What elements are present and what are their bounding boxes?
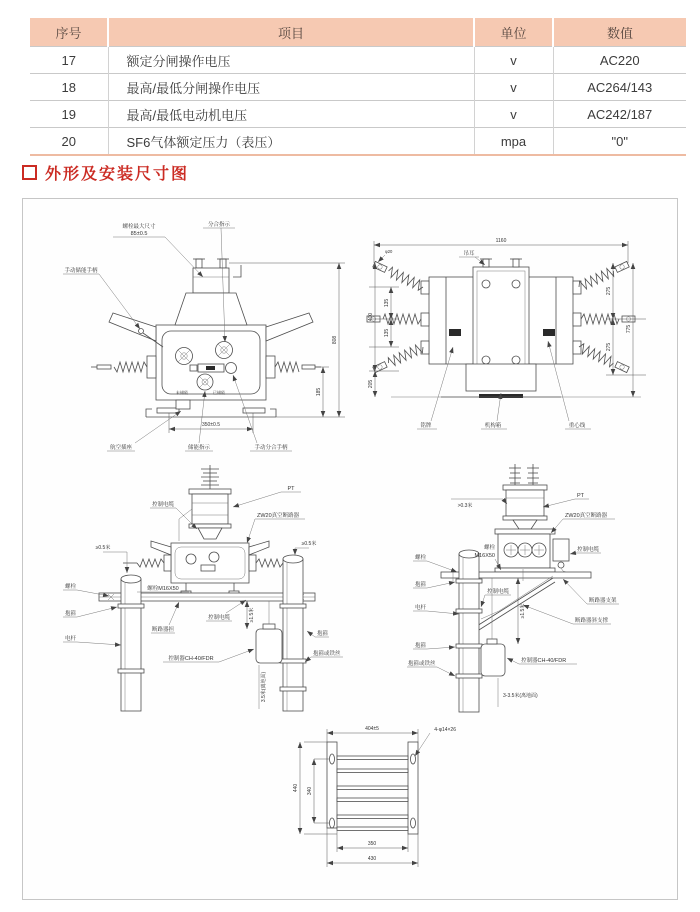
dimension-drawings-panel (22, 198, 678, 900)
label-control-cable-mid: 控制电缆 (207, 615, 231, 621)
cell-unit: v (474, 101, 553, 128)
label-gravity-line: 重心线 (568, 423, 586, 429)
label-lifting-lug: 吊耳 (463, 251, 475, 257)
dim-bottom-inner: 350 (367, 841, 377, 847)
cell-unit: v (474, 47, 553, 74)
label-holes: 4-φ14×26 (434, 727, 456, 733)
dim-right-total: 775 (626, 324, 632, 334)
dim-left-outer: 440 (293, 783, 299, 793)
dim-height: 808 (332, 335, 338, 345)
breaker-body (109, 259, 313, 417)
cell-unit: mpa (474, 128, 553, 156)
pt-unit (503, 464, 547, 529)
dim-socket-height: 185 (316, 387, 322, 397)
col-header-unit: 单位 (474, 18, 553, 47)
label-bolt: 螺栓 (415, 555, 427, 561)
dim-min-left: ≥0.5米 (95, 545, 111, 551)
label-controller: 控制器CH-40/FDR (521, 658, 567, 664)
label-control-cable-mid: 控制电缆 (487, 589, 510, 595)
table-row (30, 128, 686, 156)
label-support: 断路器支架 (589, 598, 617, 604)
label-switch-indicator: 分合指示 (207, 222, 231, 228)
label-hoop: 抱箍 (415, 582, 427, 588)
left-bushings (367, 260, 429, 375)
col-header-no: 序号 (30, 18, 108, 47)
label-hoop-lower: 抱箍 (415, 643, 427, 649)
label-manual-charge-handle: 手动储能手柄 (64, 268, 98, 274)
cell-item: 额定分闸操作电压 (108, 47, 474, 74)
label-bolt-max-size: 螺栓最大尺寸 (122, 224, 156, 230)
dim-bottom-outer: 430 (367, 856, 377, 862)
dim-right-lower: 275 (606, 342, 612, 352)
pole (456, 550, 482, 712)
dim-ground-height: 3-3.5米(离地面) (503, 693, 538, 699)
dim-left-upper: 135 (384, 298, 390, 308)
label-breaker: ZW20真空断路器 (257, 513, 300, 519)
slot-hole (330, 818, 335, 828)
col-header-item: 项目 (108, 18, 474, 47)
breaker-front-view-drawing (51, 215, 351, 460)
dim-min-drop: ≥1.5米 (520, 603, 526, 619)
right-bushing (266, 356, 321, 378)
pt-unit (189, 465, 231, 539)
label-hoop: 抱箍 (65, 611, 77, 617)
dimensions (293, 726, 456, 867)
aviation-socket (176, 400, 190, 409)
tank-body (391, 259, 641, 398)
label-bolt: 螺栓 (65, 584, 77, 590)
section-heading (22, 161, 189, 184)
label-aviation-socket: 航空插座 (109, 445, 133, 451)
col-header-value: 数值 (553, 18, 686, 47)
label-not-charged: 未储能 (175, 390, 189, 395)
charge-handle (139, 329, 144, 334)
dim-min-top: >0.3米 (457, 503, 473, 509)
frame-body (327, 742, 418, 834)
cell-no: 18 (30, 74, 108, 101)
cell-unit: v (474, 74, 553, 101)
cell-no: 17 (30, 47, 108, 74)
label-bolt-spec-line1: 螺栓 (483, 545, 495, 551)
cell-value: "0" (553, 128, 686, 156)
left-bushing (91, 356, 156, 378)
label-pt: PT (577, 493, 585, 499)
label-control-cable-top: 控制电缆 (151, 502, 175, 508)
label-charged: 已储能 (212, 390, 226, 395)
label-hoop-or-wire: 抱箍或铁丝 (408, 661, 436, 667)
cell-value: AC264/143 (553, 74, 686, 101)
label-bolt-spec-line2: M16X50 (474, 553, 495, 559)
table-row (30, 74, 686, 101)
slot-hole (411, 754, 416, 764)
square-bullet-icon (22, 165, 37, 180)
table-header-row (30, 18, 686, 47)
mounting-frame-drawing (278, 719, 458, 884)
label-hoop-or-wire: 抱箍或铁丝 (313, 651, 341, 657)
table-row (30, 101, 686, 128)
label-breaker: ZW20真空断路器 (565, 513, 608, 519)
cell-item: SF6气体额定压力（表压） (108, 128, 474, 156)
mechanism-box (466, 364, 536, 391)
right-bushings (573, 260, 635, 375)
dim-left-inner: 340 (307, 786, 313, 796)
label-bolt-spec: 螺栓M16X50 (147, 586, 179, 592)
label-pole: 电杆 (415, 605, 427, 611)
label-crossarm: 断路器担 (151, 627, 175, 633)
dim-min-drop: ≥1.5米 (249, 607, 255, 623)
label-pole: 电杆 (65, 636, 77, 642)
section-title: 外形及安装尺寸图 (45, 166, 190, 183)
dim-ground-height: 3.5米(离地面) (261, 671, 267, 703)
cell-value: AC242/187 (553, 101, 686, 128)
slot-hole (411, 818, 416, 828)
breaker-unit (495, 529, 569, 572)
breaker-side-view-drawing (351, 229, 666, 449)
label-charge-indicator: 储能指示 (187, 445, 211, 451)
pole-install-side-drawing (403, 459, 673, 714)
label-manual-handle: 手动分合手柄 (254, 445, 288, 451)
dim-left-bottom: 205 (368, 379, 374, 389)
label-mechanism-box: 机构箱 (484, 423, 502, 429)
label-nameplate: 铭牌 (420, 423, 432, 429)
label-bolt-max-value: 85±0.5 (130, 231, 148, 237)
dim-min-right: ≥0.5米 (301, 541, 317, 547)
cell-no: 19 (30, 101, 108, 128)
gravity-mark-left (449, 329, 461, 336)
dim-total-width: 1160 (495, 238, 507, 244)
gravity-mark-right (543, 329, 555, 336)
cell-item: 最高/最低分闸操作电压 (108, 74, 474, 101)
label-control-cable-right: 控制电缆 (577, 547, 600, 553)
cell-value: AC220 (553, 47, 686, 74)
cell-no: 20 (30, 128, 108, 156)
label-brace: 断路器斜支撑 (575, 618, 609, 624)
dim-top: 404±5 (365, 726, 379, 732)
pole-install-front-drawing (51, 459, 351, 714)
label-hoop-right: 抱箍 (317, 631, 329, 637)
label-pt: PT (287, 486, 295, 492)
dim-left-lower: 135 (384, 328, 390, 338)
table-row (30, 47, 686, 74)
dim-width: 350±0.5 (201, 422, 221, 428)
spec-table (30, 18, 686, 156)
dim-left-total: 400 (368, 312, 374, 322)
controller-box (256, 601, 282, 663)
dim-hole: φ20 (385, 249, 393, 254)
slot-hole (330, 754, 335, 764)
right-pole (280, 555, 306, 711)
left-pole (118, 575, 144, 711)
dim-right-upper: 275 (606, 286, 612, 296)
label-controller: 控制器CH-40/FDR (168, 656, 214, 662)
cell-item: 最高/最低电动机电压 (108, 101, 474, 128)
